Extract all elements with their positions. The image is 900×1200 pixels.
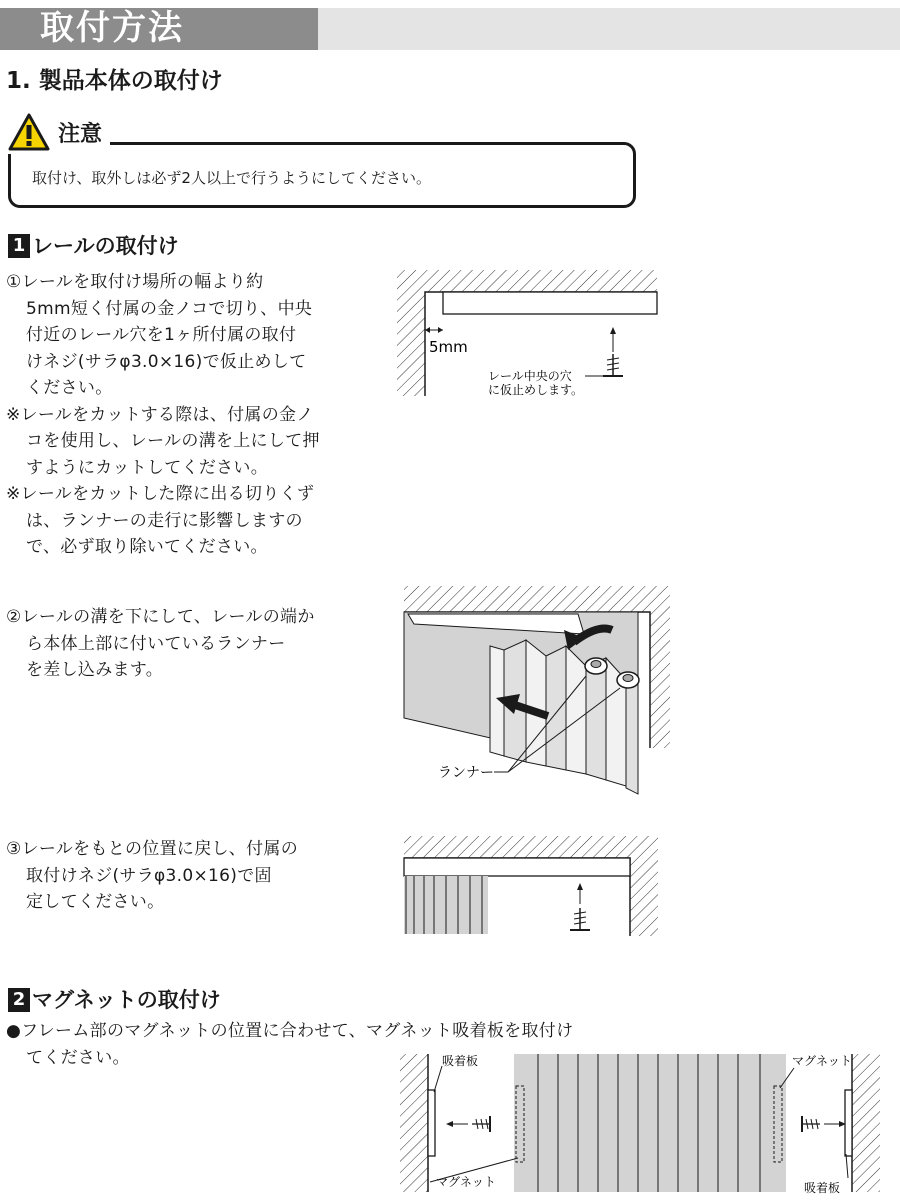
screw-icon: [603, 354, 623, 376]
warning-icon: [8, 113, 50, 151]
item1-line: けネジ(サラφ3.0×16)で仮止めして: [26, 351, 307, 372]
runner-label: ランナー: [438, 765, 494, 781]
note1-line: コを使用し、レールの溝を上にして押: [26, 431, 320, 451]
item1-line: 付近のレール穴を1ヶ所付属の取付: [26, 325, 297, 345]
rail-cut-diagram: [395, 268, 665, 400]
magnet-diagram: [398, 1050, 882, 1196]
gap-label: 5mm: [429, 338, 468, 356]
label-magnet-left: マグネット: [436, 1175, 496, 1189]
caution-label: 注意: [58, 121, 103, 147]
label-magnet-right: マグネット: [792, 1054, 852, 1068]
step2-heading: [8, 986, 221, 1014]
item2-line: を差し込みます。: [26, 660, 164, 680]
screw-icon: [570, 908, 590, 930]
arrow-left-icon: [446, 1121, 468, 1127]
section-title: 1. 製品本体の取付け: [6, 68, 223, 94]
note2-line: は、ランナーの走行に影響しますの: [26, 510, 303, 531]
panel-frame: [514, 1054, 786, 1192]
note1-line: すようにカットしてください。: [26, 457, 269, 478]
step1-number: 1: [8, 234, 30, 258]
caution-header: [8, 110, 110, 154]
runner-insert-diagram: [398, 584, 674, 796]
step1-instructions: [6, 269, 320, 561]
diagram1-note-line1: レール中央の穴: [488, 369, 572, 383]
note1-line: ※レールをカットする際は、付属の金ノ: [6, 404, 314, 425]
note2-line: ※レールをカットした際に出る切りくず: [6, 484, 315, 504]
screw-icon: [472, 1116, 490, 1132]
note2-line: で、必ず取り除いてください。: [26, 537, 268, 557]
caution-text: 取付け、取外しは必ず2人以上で行うようにしてください。: [32, 169, 431, 187]
item1-line: ①レールを取付け場所の幅より約: [6, 272, 264, 292]
arrow-right-icon: [824, 1121, 846, 1127]
step2-line: ●フレーム部のマグネットの位置に合わせて、マグネット吸着板を取付け: [6, 1021, 574, 1041]
item2-line: ら本体上部に付いているランナー: [26, 633, 286, 654]
label-plate-right: 吸着板: [804, 1181, 841, 1195]
step1-heading: [8, 232, 179, 260]
diagram1-note-line2: に仮止めします。: [488, 383, 584, 397]
item1-line: ください。: [26, 378, 113, 398]
step2-line: てください。: [26, 1047, 130, 1068]
screw-icon: [802, 1116, 820, 1132]
rail-fixed-diagram: [402, 822, 662, 940]
step1-item2: [6, 604, 315, 684]
item3-line: ③レールをもとの位置に戻し、付属の: [6, 839, 298, 859]
item2-line: ②レールの溝を下にして、レールの端か: [6, 607, 315, 627]
step2-number: 2: [8, 988, 30, 1012]
item1-line: 5mm短く付属の金ノコで切り、中央: [26, 298, 313, 319]
plate-left: [428, 1090, 435, 1156]
item3-line: 取付けネジ(サラφ3.0×16)で固: [26, 865, 272, 886]
step1-title: レールの取付け: [32, 234, 179, 258]
label-plate-left: 吸着板: [442, 1054, 479, 1068]
page-title: 取付方法: [40, 8, 184, 48]
step1-item3: [6, 836, 298, 916]
plate-right: [845, 1090, 852, 1156]
item3-line: 定してください。: [26, 892, 165, 912]
step2-title: マグネットの取付け: [32, 988, 221, 1012]
